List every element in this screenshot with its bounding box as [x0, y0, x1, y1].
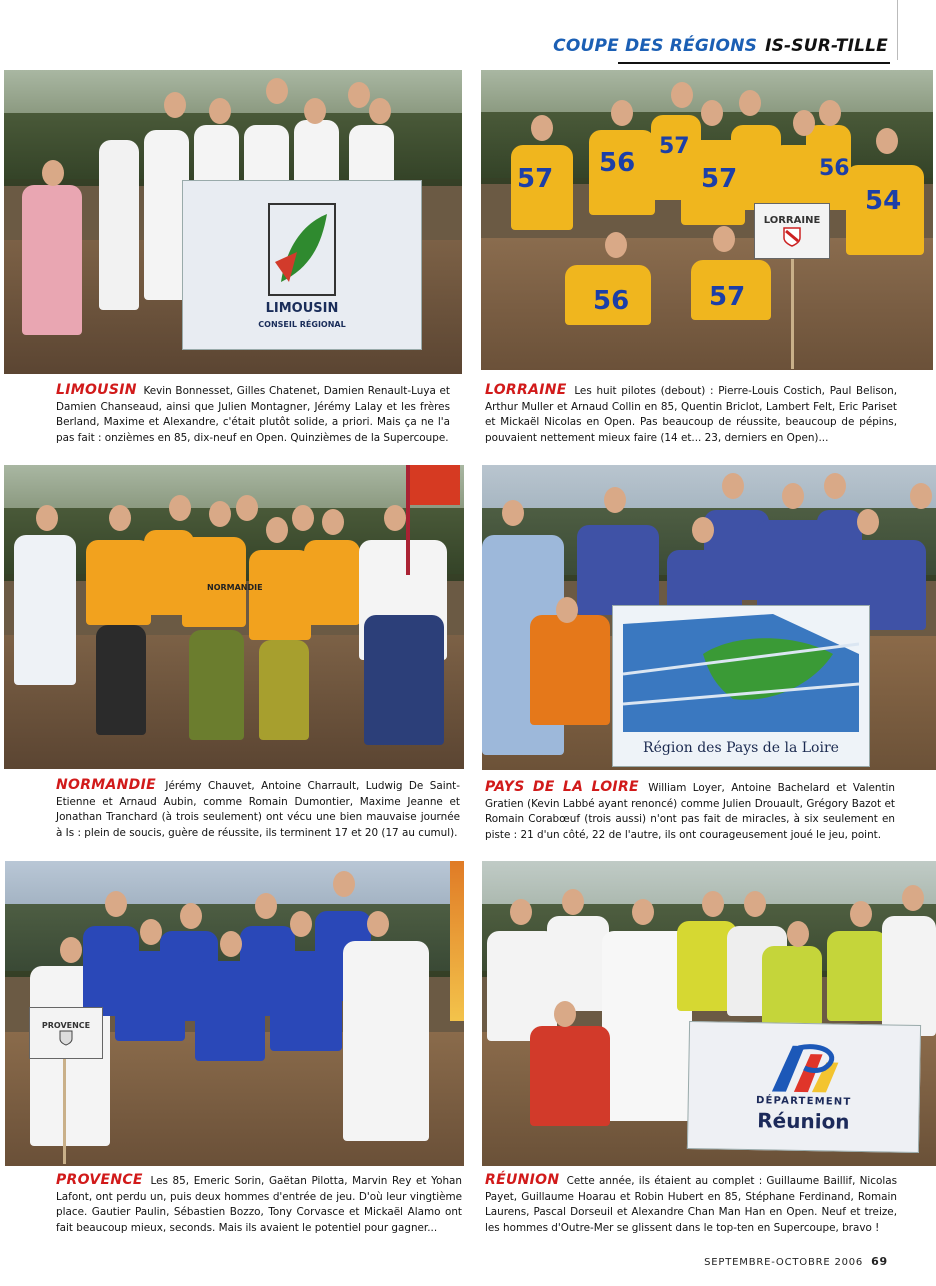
photo-normandie: [4, 465, 464, 769]
photo-pays-de-la-loire: [482, 465, 936, 770]
caption-text-lorraine: Les huit pilotes (debout) : Pierre-Louis Costich, Paul Belison, Arthur Muller et Arnaud Collin en 85, Quentin Briclot, Lambert Felt, Eric Pariset et Mickaël Nicolas en Open. Pas beaucoup de réussite, beaucoup de pépins, pouvaient nettement mieux faire (14 et... 23, derniers en Open)...: [485, 385, 897, 444]
issue-date: SEPTEMBRE-OCTOBRE 2006: [704, 1257, 864, 1268]
region-title-limousin: LIMOUSIN: [56, 382, 137, 398]
pays-de-la-loire-map-icon: [623, 614, 859, 732]
photo-reunion: [482, 861, 936, 1166]
reunion-logo-icon: [764, 1041, 845, 1094]
lorraine-bib-2: 56: [599, 148, 636, 178]
page-header: [553, 36, 888, 62]
reunion-banner-top: DÉPARTEMENT: [755, 1094, 852, 1108]
caption-limousin: [56, 383, 450, 446]
region-title-normandie: NORMANDIE: [56, 777, 156, 793]
page-footer: [704, 1255, 888, 1268]
lorraine-sign-text: LORRAINE: [763, 214, 821, 226]
photo-provence: [5, 861, 464, 1166]
lorraine-crest-icon: [782, 226, 802, 248]
reunion-banner-bottom: Réunion: [757, 1107, 850, 1134]
region-title-lorraine: LORRAINE: [485, 382, 567, 398]
photo-limousin: [4, 70, 462, 374]
caption-normandie: [56, 778, 460, 841]
caption-provence: [56, 1173, 462, 1236]
limousin-leaf-icon: [267, 202, 337, 297]
section-title: COUPE DES RÉGIONS: [553, 36, 758, 56]
caption-lorraine: [485, 383, 897, 446]
region-title-provence: PROVENCE: [56, 1172, 143, 1188]
lorraine-bib-4: 57: [709, 282, 746, 312]
caption-text-reunion: Cette année, ils étaient au complet : Guillaume Baillif, Nicolas Payet, Guillaume Hoarau et Robin Hubert en 85, Stéphane Ferdinand, Romain Laurens, Pascal Dorseuil et Alexandre Chan Man Han en Open. Neuf et treize, les hommes d'Outre-Mer se glissent dans le top-ten en Supercoupe, bravo !: [485, 1175, 897, 1234]
caption-reunion: [485, 1173, 897, 1236]
lorraine-bib-3: 57: [701, 164, 738, 194]
column-divider: [897, 0, 898, 60]
normandie-shirt-text: NORMANDIE: [207, 583, 263, 592]
event-location: IS-SUR-TILLE: [765, 36, 888, 56]
caption-text-limousin: Kevin Bonnesset, Gilles Chatenet, Damien Renault-Luya et Damien Chanseaud, ainsi que Julien Montagner, Jérémy Lalay et les frères Berland, Maxime et Alexandre, c'était plutôt solide, a priori. Mais ça ne l'a pas fait : onzièmes en 85, dix-neuf en Open. Quinzièmes de la Supercoupe.: [56, 385, 450, 444]
limousin-flag-subtitle: CONSEIL RÉGIONAL: [258, 319, 346, 329]
provence-sign-text: PROVENCE: [41, 1020, 91, 1030]
lorraine-bib-7: 56: [819, 156, 850, 181]
lorraine-bib-1: 57: [517, 164, 554, 194]
caption-text-normandie: Jérémy Chauvet, Antoine Charrault, Ludwig De Saint-Etienne et Arnaud Aubin, comme Romain Dumontier, Maxime Jeanne et Jonathan Tranchard (à trois seulement) ont vécu une bien mauvaise journée à Is : plein de soucis, guère de réussite, ils terminent 17 et 20 (17 au cumul).: [56, 780, 460, 839]
page-number: 69: [871, 1255, 888, 1268]
lorraine-bib-6: 54: [865, 186, 902, 216]
header-rule: [618, 62, 890, 64]
provence-crest-icon: [59, 1030, 73, 1046]
region-title-reunion: RÉUNION: [485, 1172, 560, 1188]
lorraine-bib-8: 57: [659, 134, 690, 159]
region-title-pays-de-la-loire: PAYS DE LA LOIRE: [485, 779, 639, 795]
photo-lorraine: [481, 70, 933, 370]
caption-text-provence: Les 85, Emeric Sorin, Gaëtan Pilotta, Marvin Rey et Yohan Lafont, ont perdu un, puis deux hommes d'entrée de jeu. D'où leur vingtième place. Gautier Paulin, Sébastien Bozzo, Tony Corvasce et Mickaël Alamo ont fait beaucoup mieux, seconds. Mais ils avaient le potentiel pour gagner...: [56, 1175, 462, 1234]
caption-text-pays-de-la-loire: William Loyer, Antoine Bachelard et Valentin Gratien (Kevin Labbé ayant renoncé) comme Julien Drouault, Grégory Bazot et Romain Corabœuf (trois aussi) n'ont pas fait de miracles, à six seulement en piste : 21 d'un côté, 22 de l'autre, ils ont courageusement joué le jeu, point.: [485, 782, 895, 841]
caption-pays-de-la-loire: [485, 780, 895, 843]
limousin-flag-title: LIMOUSIN: [265, 300, 339, 316]
pays-de-la-loire-banner-text: Région des Pays de la Loire: [643, 740, 839, 756]
lorraine-bib-5: 56: [593, 286, 630, 316]
